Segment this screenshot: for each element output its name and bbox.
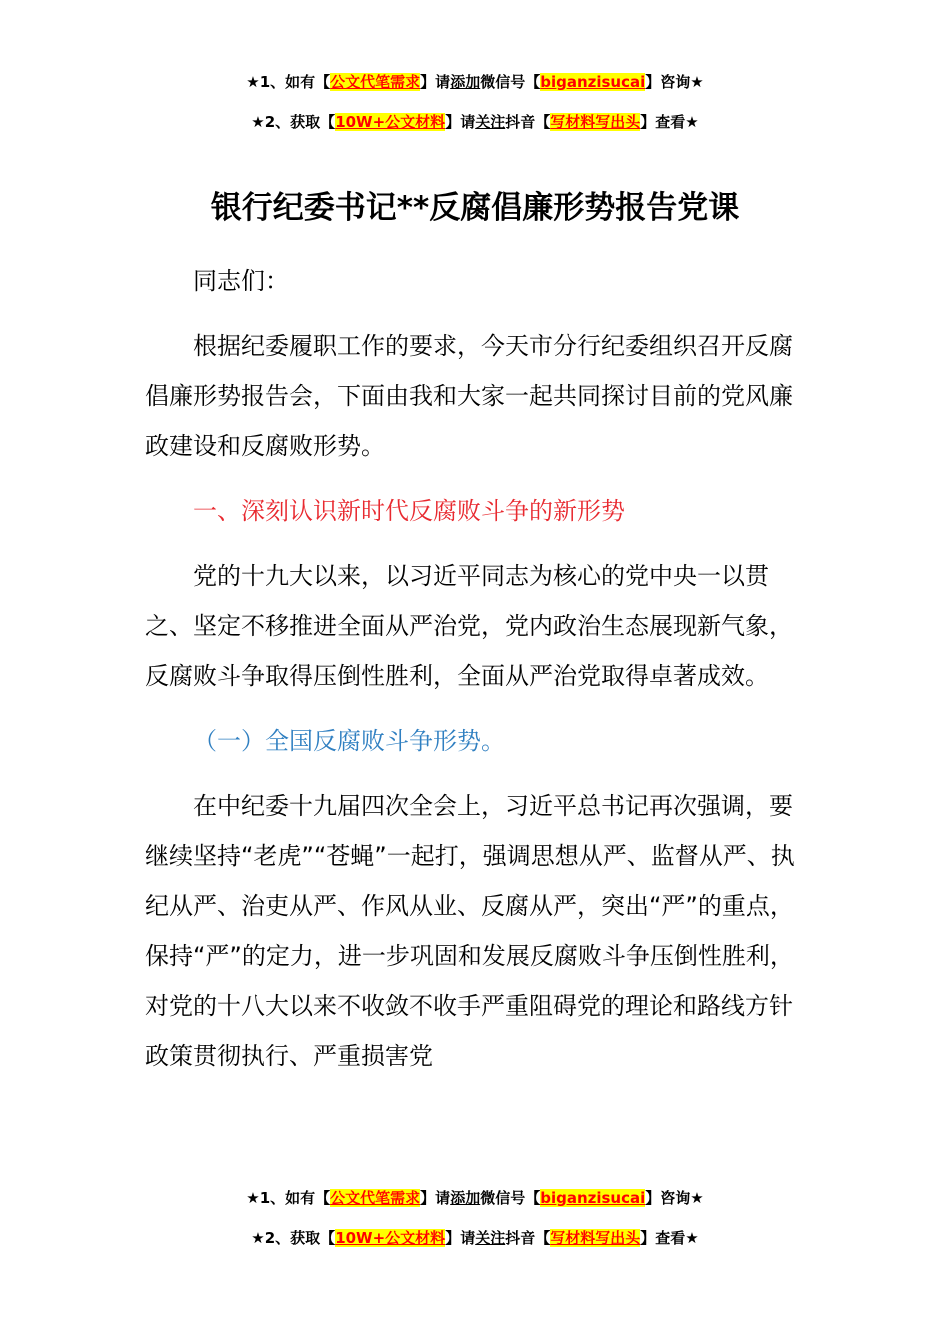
document-title: 银行纪委书记**反腐倡廉形势报告党课 [210, 190, 740, 226]
promo-highlight: 公文代笔需求 [330, 73, 421, 91]
promo-text: 】查看★ [640, 113, 699, 131]
promo-underline: 关注 [475, 113, 506, 131]
promo-text: 微信号【 [480, 73, 541, 91]
promo-text: 】查看★ [640, 1229, 699, 1247]
promo-line-1-bottom [0, 1187, 950, 1209]
promo-text: ★1、如有【 [246, 1189, 331, 1207]
paragraph: 在中纪委十九届四次全会上，习近平总书记再次强调，要继续坚持“老虎”“苍蝇”一起打，强调思想从严、监督从严、执纪从严、治吏从严、作风从业、反腐从严，突出“严”的重点，保持“严”的定力，进一步巩固和发展反腐败斗争压倒性胜利，对党的十八大以来不收敛不收手严重阻碍党的理论和路线方针政策贯彻执行、严重损害党 [145, 792, 795, 1070]
promo-text: 】请 [420, 73, 451, 91]
promo-text: 】请 [420, 1189, 451, 1207]
salutation: 同志们： [193, 267, 289, 295]
promo-underline: 关注 [475, 1229, 506, 1247]
paragraph: 根据纪委履职工作的要求，今天市分行纪委组织召开反腐倡廉形势报告会，下面由我和大家一起共同探讨目前的党风廉政建设和反腐败形势。 [145, 332, 793, 460]
document-body [145, 256, 813, 1081]
promo-highlight-douyin: 写材料写出头 [550, 113, 641, 131]
promo-text: 】请 [445, 113, 476, 131]
promo-highlight-wechat-id: biganzisucai [540, 1189, 646, 1207]
promo-text: ★2、获取【 [251, 1229, 336, 1247]
promo-line-1-top [0, 71, 950, 93]
promo-highlight-douyin: 写材料写出头 [550, 1229, 641, 1247]
promo-highlight-wechat-id: biganzisucai [540, 73, 646, 91]
promo-text: ★1、如有【 [246, 73, 331, 91]
subsection-heading: （一）全国反腐败斗争形势。 [193, 727, 505, 755]
promo-line-2-top [0, 111, 950, 133]
promo-highlight: 公文代笔需求 [330, 1189, 421, 1207]
promo-highlight: 10W+公文材料 [335, 113, 446, 131]
paragraph: 党的十九大以来，以习近平同志为核心的党中央一以贯之、坚定不移推进全面从严治党，党内政治生态展现新气象，反腐败斗争取得压倒性胜利，全面从严治党取得卓著成效。 [145, 562, 793, 690]
promo-highlight: 10W+公文材料 [335, 1229, 446, 1247]
promo-text: 】咨询★ [645, 73, 704, 91]
promo-text: 微信号【 [480, 1189, 541, 1207]
promo-text: 抖音【 [505, 113, 551, 131]
promo-line-2-bottom [0, 1227, 950, 1249]
promo-text: 】请 [445, 1229, 476, 1247]
promo-underline: 添加 [450, 1189, 481, 1207]
promo-text: 抖音【 [505, 1229, 551, 1247]
promo-text: ★2、获取【 [251, 113, 336, 131]
promo-text: 】咨询★ [645, 1189, 704, 1207]
promo-underline: 添加 [450, 73, 481, 91]
section-heading: 一、深刻认识新时代反腐败斗争的新形势 [193, 497, 625, 525]
